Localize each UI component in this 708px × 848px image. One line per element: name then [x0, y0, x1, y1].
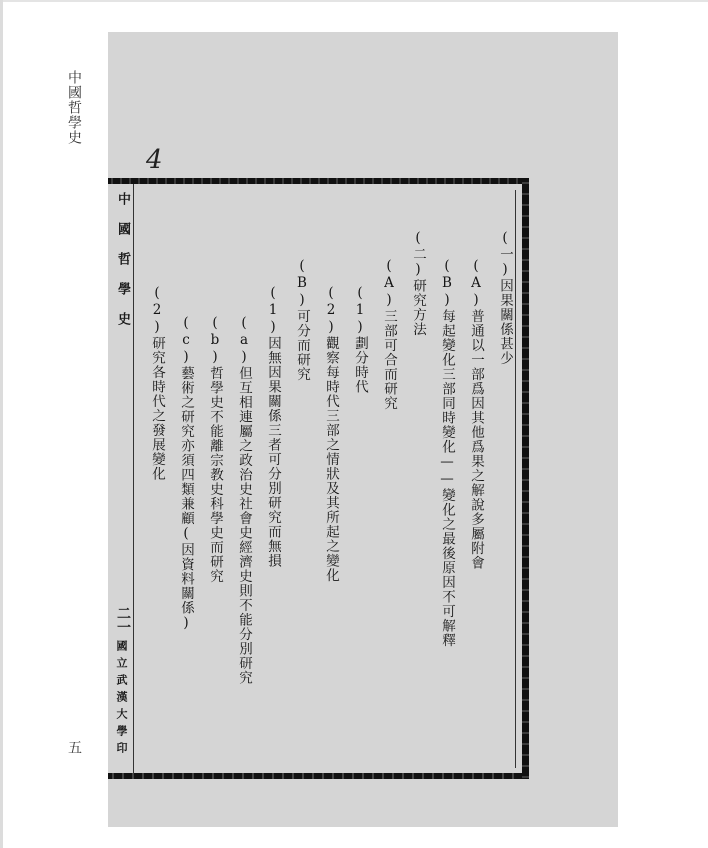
text-line-9: (1)因無因果關係三者可分別研究而無損	[265, 285, 281, 568]
text-line-1: (一)因果關係甚少	[497, 230, 513, 366]
margin-book-title: 中國哲學史	[115, 192, 130, 342]
page-number: 五	[66, 740, 82, 754]
text-line-6: (1)劃分時代	[352, 285, 368, 394]
text-line-11: (b)哲學史不能離宗教史科學史而研究	[207, 315, 223, 584]
frame-right-inner-rule	[515, 190, 516, 768]
text-line-3: (B)每起變化三部同時變化——變化之最後原因不可解釋	[439, 258, 455, 648]
frame-right-border	[522, 178, 529, 779]
frame-bottom-border	[108, 773, 528, 779]
text-line-5: (A)三部可合而研究	[381, 258, 397, 411]
text-line-7: (2)觀察每時代三部之情狀及其所起之變化	[323, 285, 339, 583]
margin-rule	[133, 184, 134, 773]
text-line-2: (A)普通以一部爲因其他爲果之解說多屬附會	[468, 258, 484, 570]
margin-leaf-number: 二一	[115, 606, 131, 634]
text-line-10: (a)但互相連屬之政治史社會史經濟史則不能分別研究	[236, 315, 252, 685]
text-line-4: (二)研究方法	[410, 230, 426, 337]
text-line-8: (B)可分而研究	[294, 258, 310, 382]
handwritten-page-mark: 4	[146, 145, 163, 175]
text-line-12: (c)藝術之研究亦須四類兼顧(因資料關係)	[178, 315, 194, 632]
frame-top-border	[108, 178, 528, 184]
text-line-13: (2)研究各時代之發展變化	[149, 285, 165, 481]
margin-publisher: 國立武漢大學印	[115, 640, 128, 759]
running-title: 中國哲學史	[66, 70, 82, 145]
page-left-edge	[0, 0, 3, 848]
page-top-edge	[0, 0, 708, 2]
